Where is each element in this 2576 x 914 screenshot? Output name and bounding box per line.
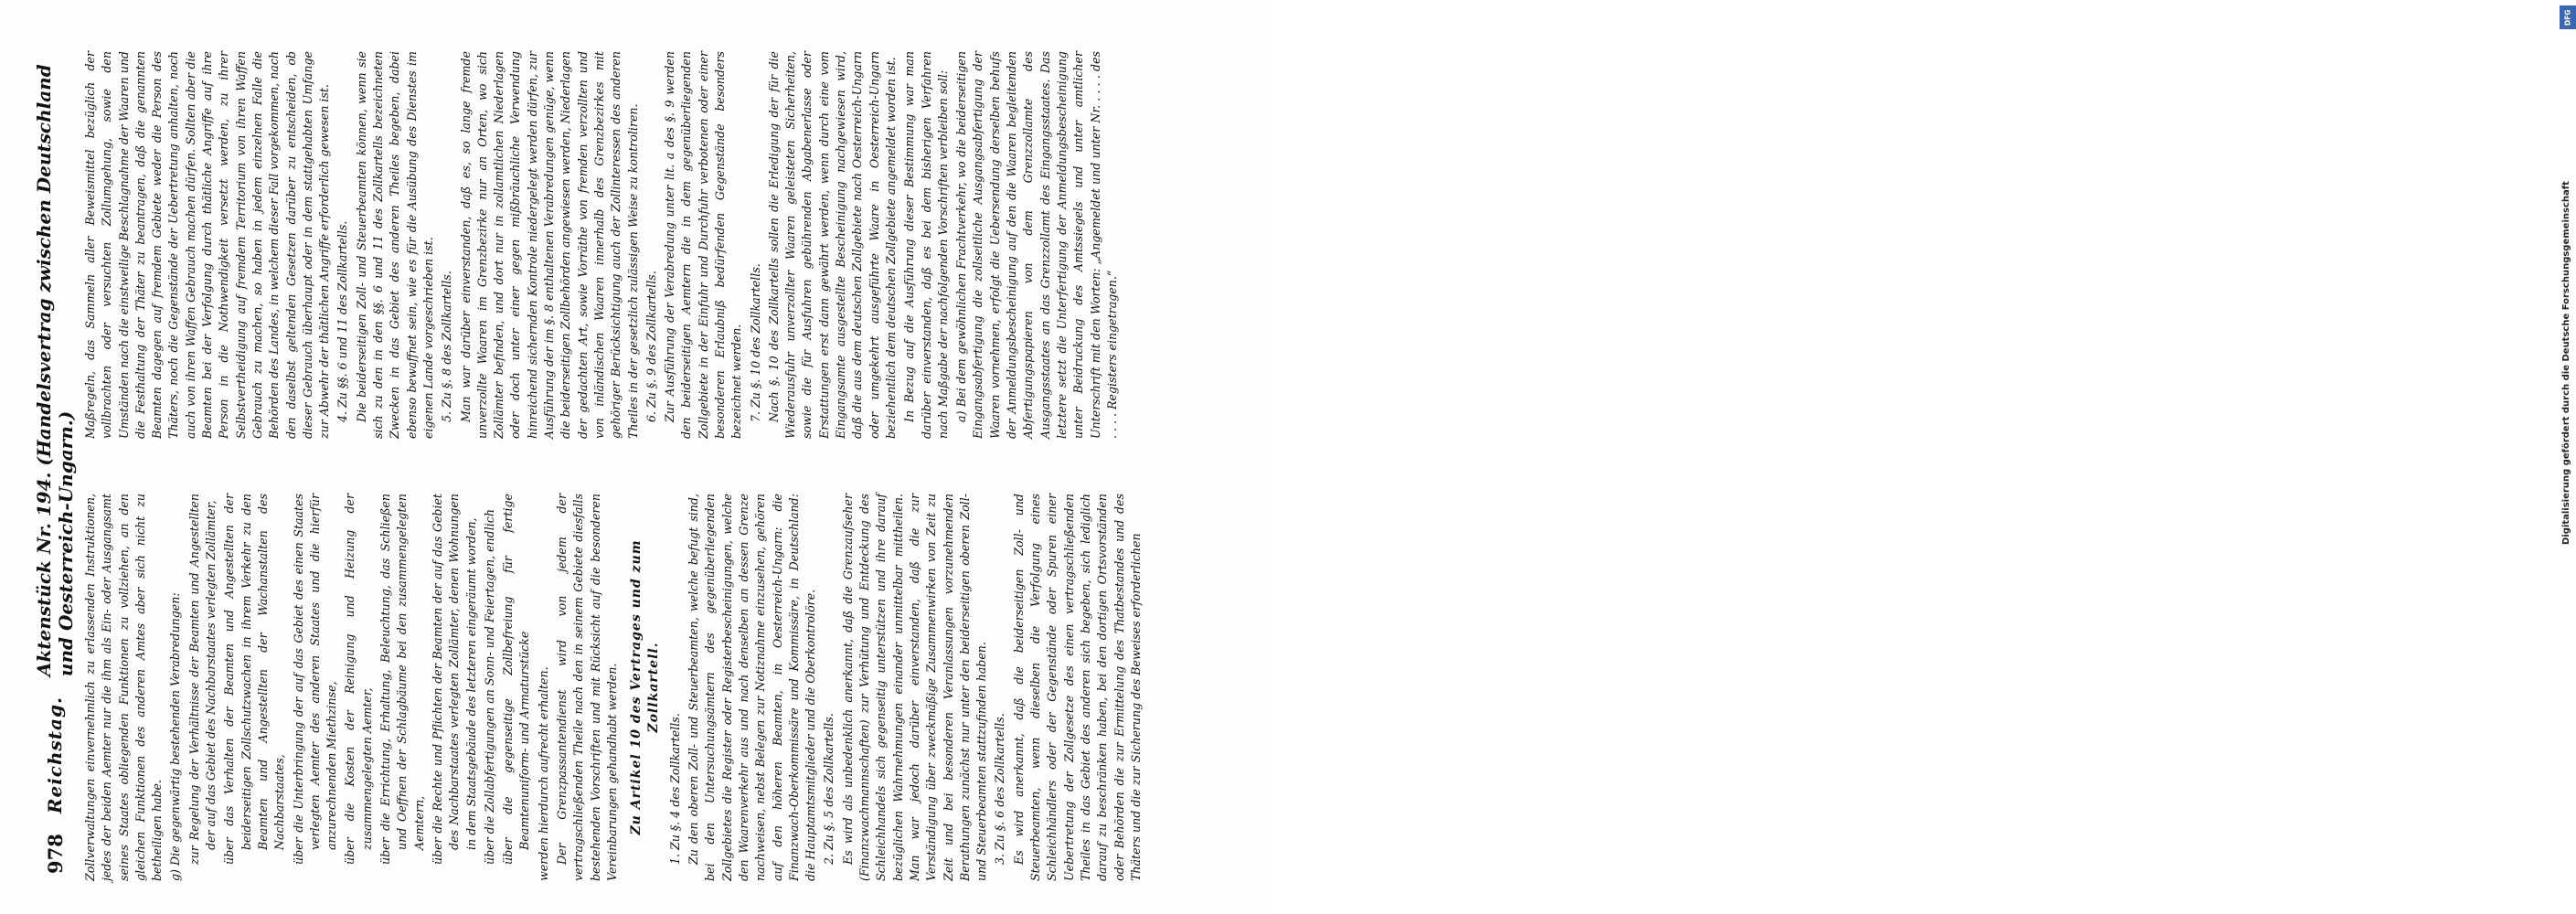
paragraph: Der Grenzpassantendienst wird von jedem der vertragschließenden Theile nach den in seinem Gebiete diesfalls bestehenden Vorschriften und mit Rücksicht auf die besonderen Vereinbarungen gehandhabt werden. bbox=[555, 494, 619, 881]
running-title: Reichstag. bbox=[44, 696, 66, 814]
paragraph: 1. Zu §. 4 des Zollkartells. bbox=[667, 713, 682, 865]
paragraph: über die Rechte und Pflichten der Beamten der auf das Gebiet des Nachbarstaates verlegten Zollämter, denen Wohnungen in dem Staatsgebäude des letzteren eingeräumt worden, bbox=[430, 494, 478, 865]
paragraph: Zu den oberen Zoll- und Steuerbeamten, welche befugt sind, bei den Untersuchungsämtern des gegenüberliegenden Zollgebietes die Register oder Registerbescheinigungen, welche den Waarenverkehr aus und nach denselben an dessen Grenze nachweisen, nebst Belegen zur Notiznahme einzusehen, gehören auf den höheren Beamten, in Oesterreich-Ungarn: die Finanzwach-Oberkommissäre und Kommissäre, in Deutschland: die Hauptamtsmitglieder und die Oberkontrolöre. bbox=[687, 494, 818, 881]
paragraph: Zur Ausführung der Verabredung unter lit. a des §. 9 werden den beiderseitigen Aemtern die in dem gegenüberliegenden Zollgebiete in der Einfuhr und Durchfuhr verbotenen oder einer besonderen Erlaubniß bedürfenden Gegenstände besonders bezeichnet werden. bbox=[663, 51, 744, 439]
paragraph: über das Verhalten der Beamten und Angestellten der beiderseitigen Zollschutzwachen in ihrem Verkehr zu den Beamten und Angestellten der Wachanstalten des Nachbarstaates, bbox=[222, 494, 287, 865]
running-head bbox=[33, 33, 77, 874]
paragraph: g) Die gegenwärtig bestehenden Verabredungen: bbox=[168, 592, 183, 881]
paragraph: Zollverwaltungen einvernehmlich zu erlassenden Instruktionen, jedes der beiden Aemter nur die ihm als Ein- oder Ausgangsamt seines Staates obliegenden Funktionen zu vollziehen, an den gleichen Funktionen des anderen Amtes aber sich nicht zu betheiligen habe. bbox=[83, 494, 165, 881]
paragraph: Nach §. 10 des Zollkartells sollen die Erledigung der für die Wiederausfuhr unverzollter Waaren geleisteten Sicherheiten, sowie die für Ausfuhren gebührenden Abgabenerlasse oder Erstattungen erst dann gewährt werden, wenn durch eine vom Eingangsamte ausgestellte Bescheinigung nachgewiesen wird, daß die aus dem deutschen Zollgebiete nach Oesterreich-Ungarn oder umgekehrt ausgeführte Waare in Oesterreich-Ungarn beziehentlich dem deutschen Zollgebiete angemeldet worden ist. bbox=[766, 51, 898, 439]
paragraph: zur Regelung der Verhältnisse der Beamten und Angestellten der auf das Gebiet des Nachbarstaates verlegten Zollämter, bbox=[186, 494, 218, 865]
paragraph: 5. Zu §. 8 des Zollkartells. bbox=[440, 271, 454, 422]
paragraph: a) Bei dem gewöhnlichen Frachtverkehr, wo die beiderseitigen Eingangsabfertigung die zollseitliche Ausgangsabfertigung der Waaren vornehmen, erfolgt die Uebersendung derselben behufs der Anmeldungsbescheinigung auf den die Waaren begleitenden Abfertigungspapieren von dem Grenzzollamte des Ausgangsstaates an das Grenzzollamt des Eingangsstaates. Das letztere setzt die Unterfertigung der Anmeldungsbescheinigung unter Beidruckung des Amtssiegels und unter amtlicher Unterschrift mit den Worten: „Angemeldet und unter Nr. . . . . des . . . . Registers eingetragen.“ bbox=[954, 51, 1119, 439]
paragraph: über die gegenseitige Zollbefreiung für fertige Beamtenuniform- und Armaturstücke bbox=[501, 494, 532, 865]
paragraph: Maßregeln, das Sammeln aller Beweismittel bezüglich der vollbrachten oder versuchten Zollumgehung, sowie den Umständen nach die einstweilige Beschlagnahme der Waaren und die Festhaltung der Thäter zu beantragen, daß die genannten Beamten dagegen auf fremdem Gebiete weder die Person des Thäters, noch die Gegenstände der Uebertretung anhalten, noch auch von ihren Waffen Gebrauch machen dürfen. Sollten aber die Beamten bei der Verfolgung durch thätliche Angriffe auf ihre Person in die Nothwendigkeit versetzt werden, zu ihrer Selbstvertheidigung auf fremdem Territorium von ihren Waffen Gebrauch zu machen, so haben in jedem einzelnen Falle die Behörden des Landes, in welchem dieser Fall vorgekommen, nach den daselbst geltenden Gesetzen darüber zu entscheiden, ob dieser Gebrauch überhaupt oder in dem stattgehabten Umfange zur Abwehr der thätlichen Angriffe erforderlich gewesen ist. bbox=[83, 51, 332, 439]
paragraph: über die Zollabfertigungen an Sonn- und Feiertagen, endlich bbox=[482, 509, 496, 865]
paragraph: 2. Zu §. 5 des Zollkartells. bbox=[822, 713, 836, 865]
page-number: 978 bbox=[43, 834, 67, 874]
paragraph: Es wird als unbedenklich anerkannt, daß die Grenzaufseher (Finanzwachmannschaften) zur Verhütung und Entdeckung des Schleichhandels sich gegenseitig unterstützen und ihre darauf bezüglichen Wahrnehmungen einander unmittelbar mittheilen. Man war jedoch darüber einverstanden, daß die zur Verständigung über zweckmäßige Zusammenwirken von Zeit zu Zeit und bei besonderen Veranlassungen vorzunehmenden Berathungen zunächst nur unter den beiderseitigen oberen Zoll- und Steuerbeamten stattzufinden haben. bbox=[840, 494, 989, 881]
paragraph: 3. Zu §. 6 des Zollkartells. bbox=[993, 713, 1007, 865]
paragraph: Man war darüber einverstanden, daß es, so lange fremde unverzollte Waaren im Grenzbezirke nur an Orten, wo sich Zollämter befinden, und dort nur in zollamtlichen Niederlagen oder doch unter einer gegen mißbräuchliche Verwendung hinreichend sichernden Kontrole niedergelegt werden dürfen, zur Ausführung der im §. 8 enthaltenen Verabredungen genüge, wenn die beiderseitigen Zollbehörden angewiesen werden, Niederlagen der gedachten Art, sowie Vorräthe von fremden verzollten und von inländischen Waaren innerhalb des Grenzbezirkes mit gehöriger Berücksichtigung auch der Zollinteressen des anderen Theiles in der gesetzlich zulässigen Weise zu kontroliren. bbox=[458, 51, 640, 439]
sidebar-strip bbox=[1272, 0, 2572, 914]
paragraph: über die Errichtung, Erhaltung, Beleuchtung, das Schließen und Oeffnen der Schlagbäume bei den zusammengelegten Aemtern, bbox=[378, 494, 426, 865]
paragraph: 7. Zu §. 10 des Zollkartells. bbox=[748, 263, 762, 422]
paragraph: Es wird anerkannt, daß die beiderseitigen Zoll- und Steuerbeamten, wenn dieselben die Verfolgung eines Schleichhändlers oder der Gegenstände oder Spuren einer Uebertretung der Zollgesetze des einen vertragschließenden Theiles in das Gebiet des anderen sich begeben, sich lediglich darauf zu beschränken haben, bei den dortigen Ortsvorständen oder Behörden die zur Ermittelung des Thatbestandes und des Thäters und die zur Sicherung des Beweises erforderlichen bbox=[1011, 494, 1143, 881]
paragraph: 6. Zu §. 9 des Zollkartells. bbox=[644, 271, 658, 422]
section-heading: Zu Artikel 10 des Vertrages und zum Zollkartell. bbox=[629, 539, 661, 835]
document-subject: Aktenstück Nr. 194. (Handelsvertrag zwischen Deutschland und Oesterreich-Ungarn.) bbox=[33, 64, 77, 677]
dfg-logo-badge: DFG bbox=[2560, 5, 2576, 29]
left-text-column bbox=[82, 494, 1289, 881]
paragraph: werden hierdurch aufrecht erhalten. bbox=[536, 666, 550, 881]
paragraph: Die beiderseitigen Zoll- und Steuerbeamten können, wenn sie sich zu den in den §§. 6 und 11 des Zollkartells bezeichneten Zwecken in das Gebiet des anderen Theiles begeben, dabei ebenso bewaffnet sein, wie es für die Ausübung des Dienstes im eigenen Lande vorgeschrieben ist. bbox=[354, 51, 435, 439]
paragraph: über die Kosten der Reinigung und Heizung der zusammengelegten Aemter, bbox=[343, 494, 374, 865]
digitization-credit: Digitalisierung gefördert durch die Deutsche Forschungsgemeinschaft bbox=[2561, 181, 2571, 545]
right-text-column bbox=[82, 51, 1289, 439]
paragraph: 4. Zu §§. 6 und 11 des Zollkartells. bbox=[335, 220, 350, 422]
paragraph: In Bezug auf die Ausführung dieser Bestimmung war man darüber einverstanden, daß es bei dem bisherigen Verfahren nach Maßgabe der nachfolgenden Vorschriften verbleiben soll: bbox=[902, 51, 950, 439]
paragraph: über die Unterbringung der auf das Gebiet des einen Staates verlegten Aemter des anderen Staates und die hierfür anzurechnenden Miethzinse, bbox=[291, 494, 339, 865]
